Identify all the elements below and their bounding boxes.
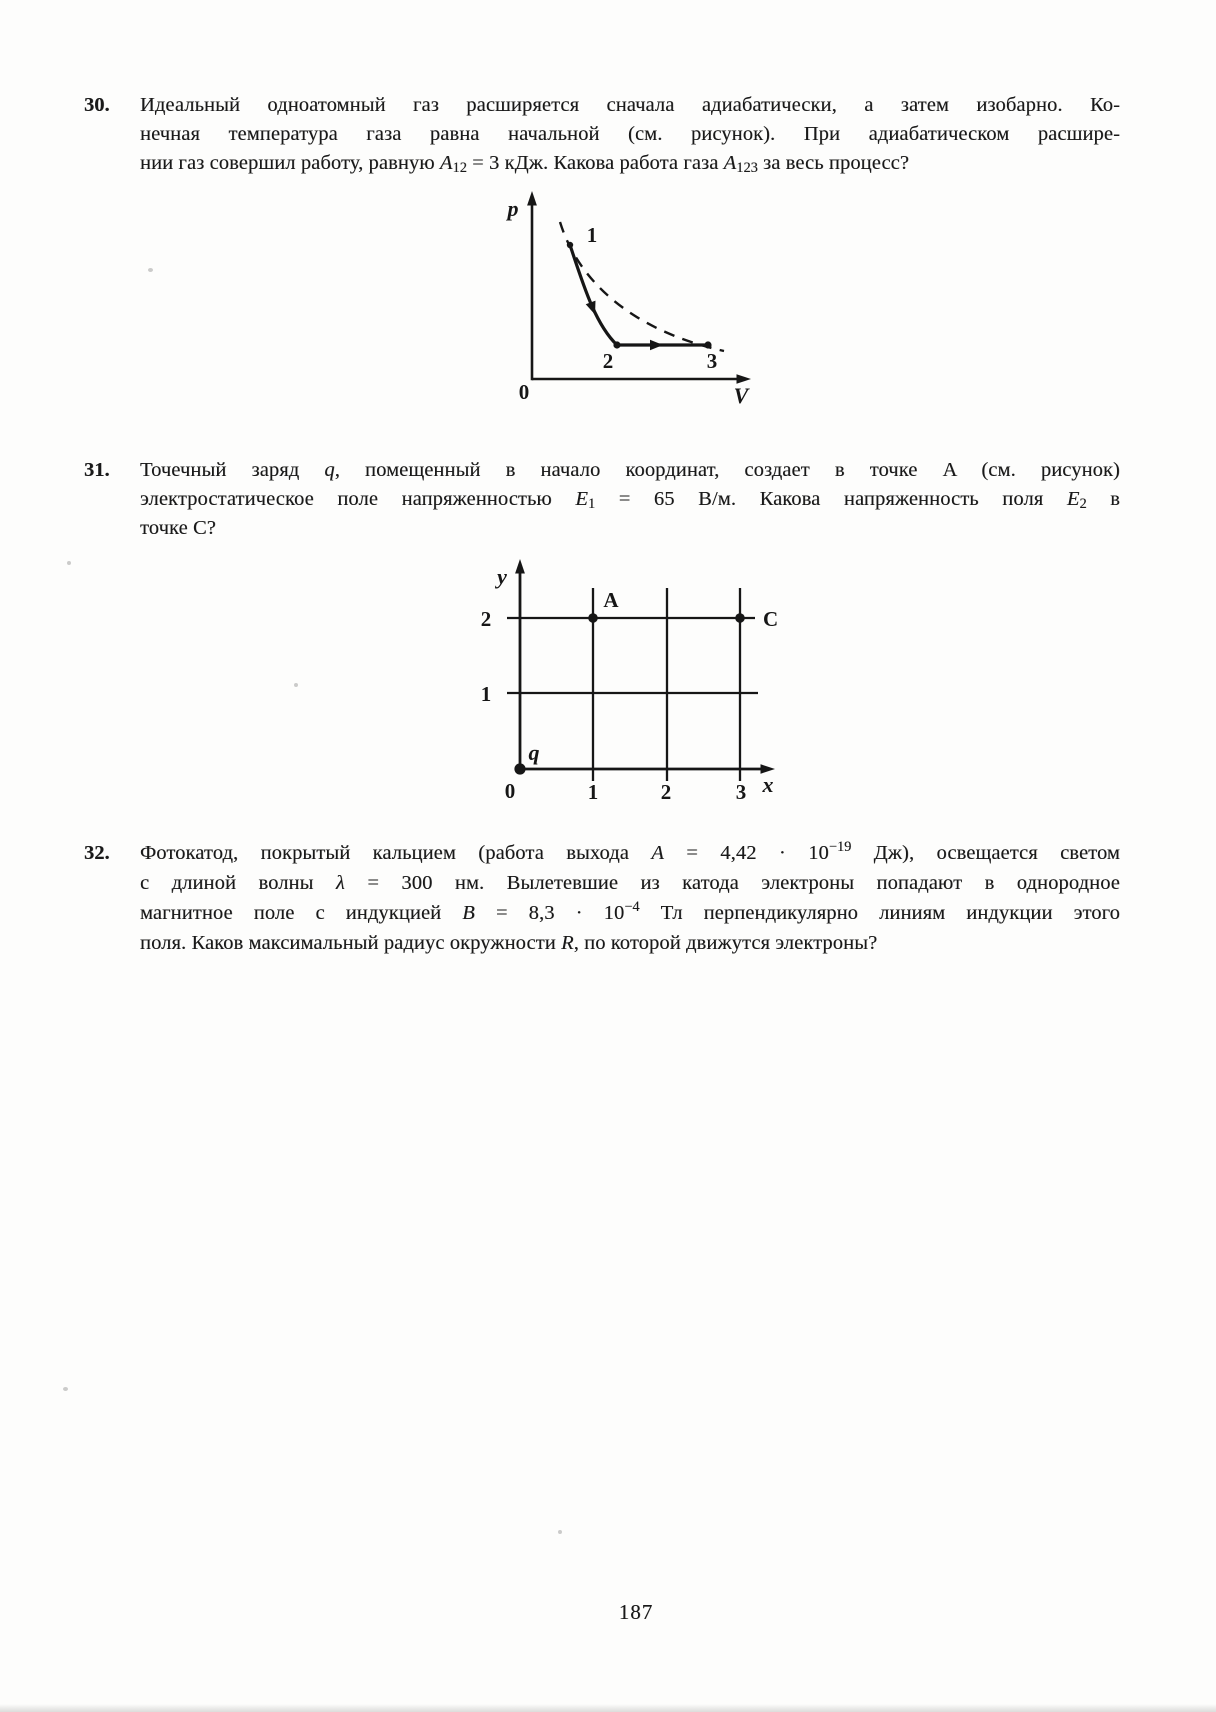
text-segment: с длиной волны xyxy=(140,872,336,894)
point-a-label: A xyxy=(603,588,619,612)
text-segment: Дж), освещается светом xyxy=(851,842,1120,864)
point-a-dot xyxy=(588,613,598,623)
scan-speck xyxy=(63,1387,68,1391)
text-segment: −19 xyxy=(828,839,852,856)
text-segment: E xyxy=(575,488,589,510)
text-segment: Идеальный одноатомный газ расширяется сначала адиабатически, а затем изобарно. Ко- xyxy=(140,94,1120,116)
pv-isobar-direction-arrow xyxy=(650,340,663,350)
charge-q-label: q xyxy=(528,740,540,765)
problem-32-line-3 xyxy=(140,898,1120,928)
text-segment: = 65 В/м. Какова напряженность поля xyxy=(595,488,1067,510)
x-tick-2: 2 xyxy=(660,780,672,804)
text-segment: точке C? xyxy=(140,517,216,539)
text-segment: нечная температура газа равна начальной (см. рисунок). При адиабатическом расшире- xyxy=(140,123,1120,145)
xy-x-axis-label: x xyxy=(762,772,774,797)
problem-32-line-1 xyxy=(140,838,1120,868)
problem-32-number: 32. xyxy=(84,842,110,864)
problem-30-line-3 xyxy=(140,149,1120,178)
text-segment: λ xyxy=(335,872,345,894)
problem-31 xyxy=(84,456,1120,543)
pv-y-axis-arrowhead xyxy=(527,191,537,206)
problem-30 xyxy=(84,91,1120,178)
problem-32-text xyxy=(140,838,1120,958)
problem-30-line-2 xyxy=(140,120,1120,149)
pv-x-axis-label: V xyxy=(733,383,749,408)
y-tick-2: 2 xyxy=(480,607,492,631)
text-segment: 123 xyxy=(736,160,758,177)
problem-32-line-2 xyxy=(140,868,1120,898)
problem-31-line-2 xyxy=(140,485,1120,514)
text-segment: A xyxy=(651,842,664,864)
grid-lines xyxy=(507,588,758,781)
problem-30-line-1 xyxy=(140,91,1120,120)
problem-30-number: 30. xyxy=(84,94,110,116)
text-segment: , по которой движутся электроны? xyxy=(573,932,878,954)
text-segment: A xyxy=(439,152,453,174)
problem-31-number: 31. xyxy=(84,459,110,481)
pv-origin-label: 0 xyxy=(518,380,530,404)
charge-q-dot xyxy=(514,763,525,774)
pv-y-axis-label: p xyxy=(507,196,519,221)
point-c-dot xyxy=(735,613,745,623)
text-segment: A xyxy=(723,152,737,174)
text-segment: E xyxy=(1066,488,1080,510)
y-tick-1: 1 xyxy=(480,682,492,706)
text-segment: в xyxy=(1086,488,1120,510)
scan-speck xyxy=(67,561,71,565)
text-segment: 2 xyxy=(1079,496,1087,513)
xy-y-axis-arrowhead xyxy=(515,559,525,574)
pv-point-2-label: 2 xyxy=(602,349,614,373)
x-tick-1: 1 xyxy=(587,780,599,804)
text-segment: 12 xyxy=(452,160,467,177)
pv-point-1-dot xyxy=(567,242,573,248)
point-c-label: C xyxy=(763,607,779,631)
scan-speck xyxy=(148,268,153,272)
text-segment: = 3 кДж. Какова работа газа xyxy=(466,152,724,174)
scan-bottom-edge xyxy=(0,1704,1216,1712)
text-segment: R xyxy=(561,932,574,954)
problem-32-line-4 xyxy=(140,928,1120,958)
text-segment: электростатическое поле напряженностью xyxy=(140,488,576,510)
pv-point-2-dot xyxy=(613,341,620,348)
text-segment: = 300 нм. Вылетевшие из катода электроны попадают в однородное xyxy=(344,872,1120,894)
text-segment: за весь процесс? xyxy=(757,152,910,174)
problem-32 xyxy=(84,838,1120,958)
x-tick-3: 3 xyxy=(735,780,747,804)
scan-speck xyxy=(294,683,298,687)
xy-y-axis-label: y xyxy=(497,564,507,589)
text-segment: = 8,3 · 10 xyxy=(474,902,625,924)
pv-adiabat-direction-arrow xyxy=(586,301,600,317)
text-segment: поля. Каков максимальный радиус окружности xyxy=(140,932,562,954)
scan-speck xyxy=(558,1530,562,1534)
figure-pv-diagram xyxy=(452,188,762,413)
pv-point-3-label: 3 xyxy=(706,349,718,373)
pv-point-3-dot xyxy=(704,341,711,348)
pv-point-1-label: 1 xyxy=(586,223,598,247)
problem-31-line-3 xyxy=(140,514,1120,543)
text-segment: −4 xyxy=(624,899,640,916)
figure-xy-grid xyxy=(450,555,800,811)
text-segment: Тл перпендикулярно линиям индукции этого xyxy=(639,902,1120,924)
text-segment: Фотокатод, покрытый кальцием (работа выхода xyxy=(140,842,652,864)
problem-30-text xyxy=(140,91,1120,178)
text-segment: магнитное поле с индукцией xyxy=(140,902,463,924)
text-segment: 1 xyxy=(588,496,596,513)
text-segment: Точечный заряд xyxy=(140,459,325,481)
text-segment: нии газ совершил работу, равную xyxy=(140,152,440,174)
page-number: 187 xyxy=(618,1600,654,1624)
problem-31-text xyxy=(140,456,1120,543)
text-segment: = 4,42 · 10 xyxy=(663,842,829,864)
text-segment: q xyxy=(324,459,335,481)
problem-31-line-1 xyxy=(140,456,1120,485)
text-segment: B xyxy=(462,902,475,924)
text-segment: , помещенный в начало координат, создает в точке A (см. рисунок) xyxy=(334,459,1120,481)
xy-origin-label: 0 xyxy=(504,779,516,803)
